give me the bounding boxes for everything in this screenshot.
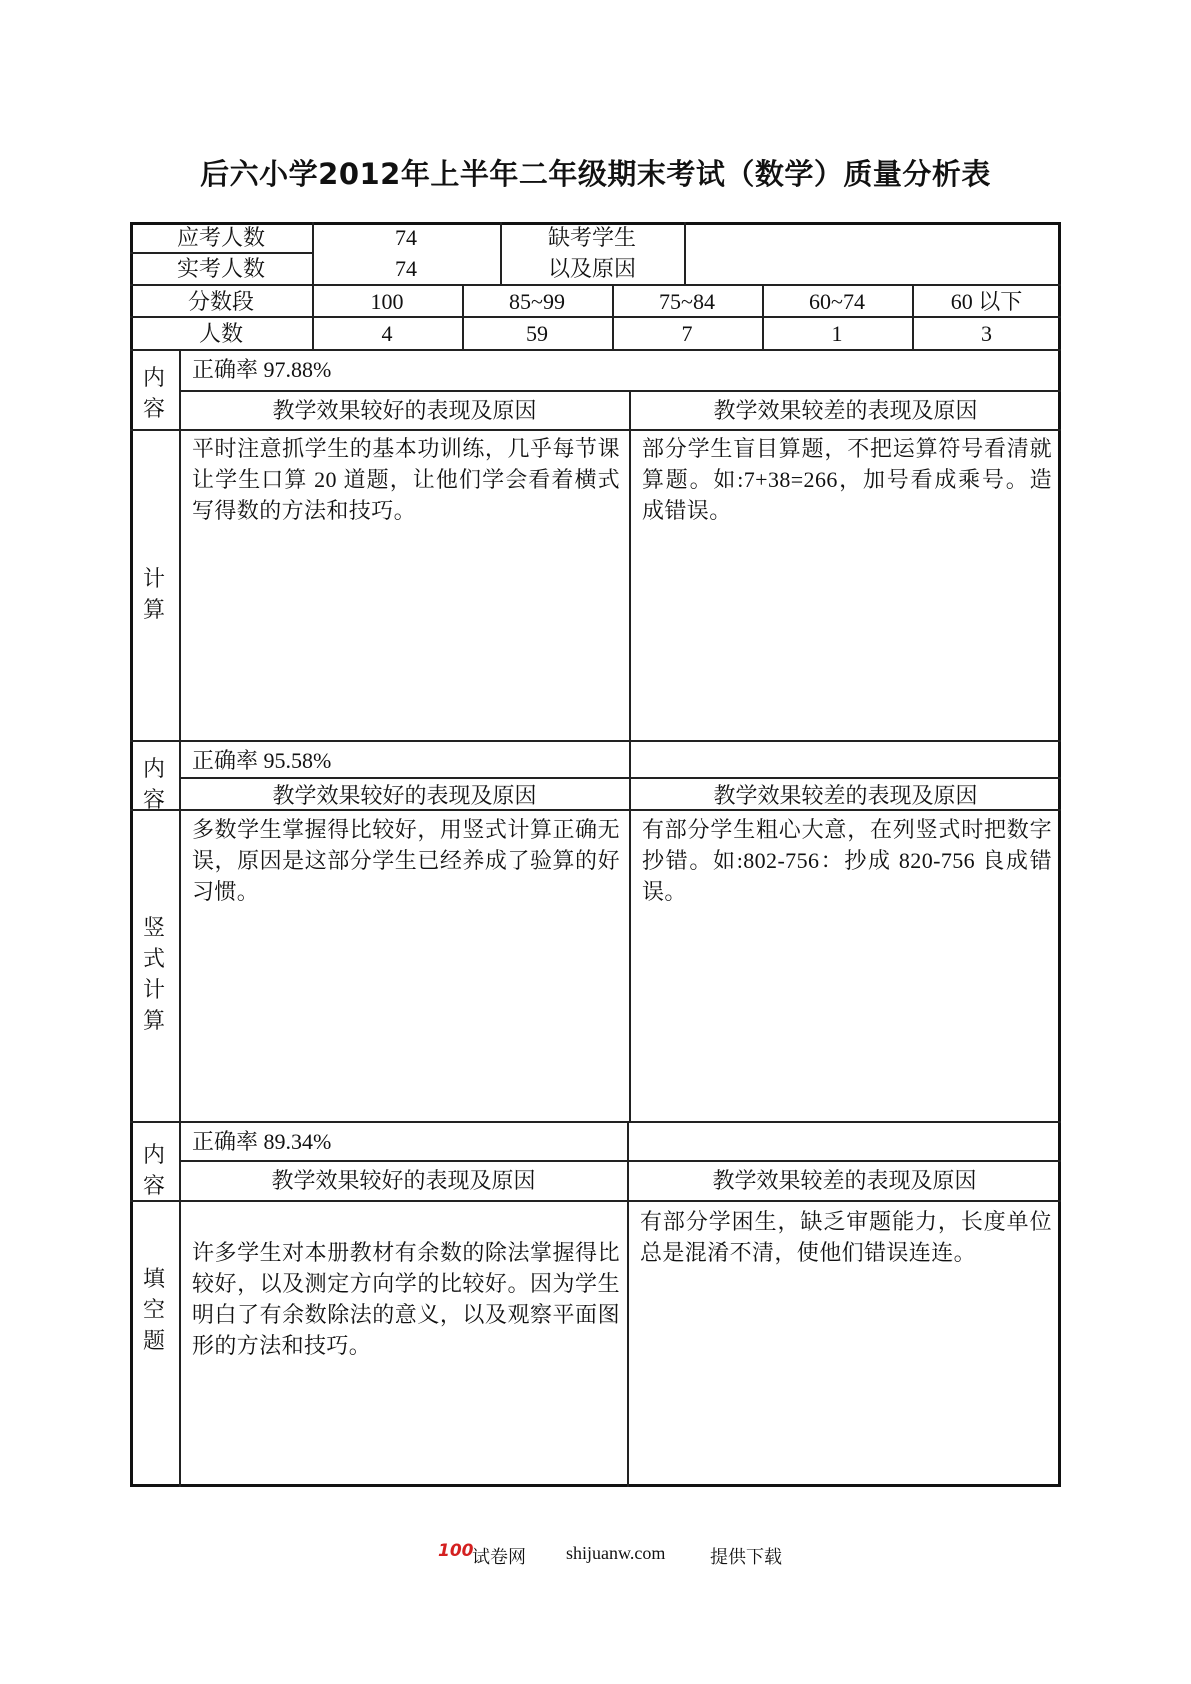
accuracy-rate: 正确率 89.34% bbox=[192, 1129, 332, 1154]
score-band: 100 bbox=[370, 289, 404, 314]
poor-effect-text: 有部分学困生，缺乏审题能力，长度单位总是混淆不清，使他们错误连连。 bbox=[640, 1209, 1052, 1265]
rule bbox=[130, 349, 1061, 351]
rule bbox=[130, 1200, 1061, 1202]
student-count: 59 bbox=[526, 321, 548, 346]
score-band: 60~74 bbox=[809, 289, 865, 314]
rule bbox=[180, 1160, 1061, 1162]
actual-attend-value: 74 bbox=[395, 256, 417, 281]
good-effect-text: 许多学生对本册教材有余数的除法掌握得比较好，以及测定方向学的比较好。因为学生明白了有余数除法的意义，以及观察平面图形的方法和技巧。 bbox=[192, 1240, 620, 1358]
site-name: 试卷网 bbox=[472, 1547, 526, 1567]
should-attend-label: 应考人数 bbox=[176, 225, 265, 250]
absent-label-line1: 缺考学生 bbox=[547, 225, 636, 250]
poor-effect-header: 教学效果较差的表现及原因 bbox=[712, 1168, 977, 1193]
student-count-label: 人数 bbox=[198, 321, 243, 346]
poor-effect-header: 教学效果较差的表现及原因 bbox=[713, 398, 978, 423]
good-effect-text: 平时注意抓学生的基本功训练，几乎每节课让学生口算 20 道题，让他们学会看着横式写得数的方法和技巧。 bbox=[192, 436, 620, 523]
rule bbox=[180, 777, 1061, 779]
rule bbox=[684, 222, 686, 284]
student-count: 1 bbox=[831, 321, 843, 346]
score-band-label: 分数段 bbox=[187, 289, 254, 314]
rule bbox=[130, 1121, 1061, 1123]
content-label: 内容 bbox=[142, 756, 165, 812]
download-note: 提供下载 bbox=[710, 1547, 782, 1567]
poor-effect-header: 教学效果较差的表现及原因 bbox=[713, 783, 978, 808]
accuracy-rate: 正确率 97.88% bbox=[192, 357, 332, 382]
rule bbox=[629, 390, 631, 740]
absent-label-line2: 以及原因 bbox=[547, 256, 636, 281]
score-band: 60 以下 bbox=[950, 289, 1023, 314]
actual-attend-label: 实考人数 bbox=[176, 256, 265, 281]
rule bbox=[130, 740, 1061, 742]
accuracy-rate: 正确率 95.58% bbox=[192, 748, 332, 773]
should-attend-value: 74 bbox=[395, 225, 417, 250]
poor-effect-text: 有部分学生粗心大意，在列竖式时把数字抄错。如:802-756：抄成 820-756 良成错误。 bbox=[642, 817, 1052, 904]
site-logo: 100 bbox=[438, 1541, 474, 1561]
score-band: 85~99 bbox=[509, 289, 565, 314]
good-effect-header: 教学效果较好的表现及原因 bbox=[271, 1168, 536, 1193]
topic-label: 填空题 bbox=[142, 1266, 165, 1353]
good-effect-header: 教学效果较好的表现及原因 bbox=[272, 398, 537, 423]
student-count: 3 bbox=[981, 321, 992, 346]
student-count: 4 bbox=[381, 321, 393, 346]
good-effect-text: 多数学生掌握得比较好，用竖式计算正确无误，原因是这部分学生已经养成了验算的好习惯。 bbox=[192, 817, 620, 904]
good-effect-header: 教学效果较好的表现及原因 bbox=[272, 783, 537, 808]
rule bbox=[179, 349, 181, 1487]
poor-effect-text: 部分学生盲目算题，不把运算符号看清就算题。如:7+38=266，加号看成乘号。造成错误。 bbox=[642, 436, 1052, 523]
topic-label: 计算 bbox=[142, 566, 165, 622]
student-count: 7 bbox=[681, 321, 693, 346]
rule bbox=[130, 429, 1061, 431]
rule bbox=[180, 390, 1061, 392]
topic-label: 竖式计算 bbox=[142, 915, 165, 1033]
content-label: 内容 bbox=[142, 365, 165, 421]
content-label: 内容 bbox=[142, 1142, 165, 1198]
score-band: 75~84 bbox=[659, 289, 715, 314]
site-domain[interactable]: shijuanw.com bbox=[566, 1543, 666, 1563]
page-title: 后六小学2012年上半年二年级期末考试（数学）质量分析表 bbox=[200, 157, 991, 191]
